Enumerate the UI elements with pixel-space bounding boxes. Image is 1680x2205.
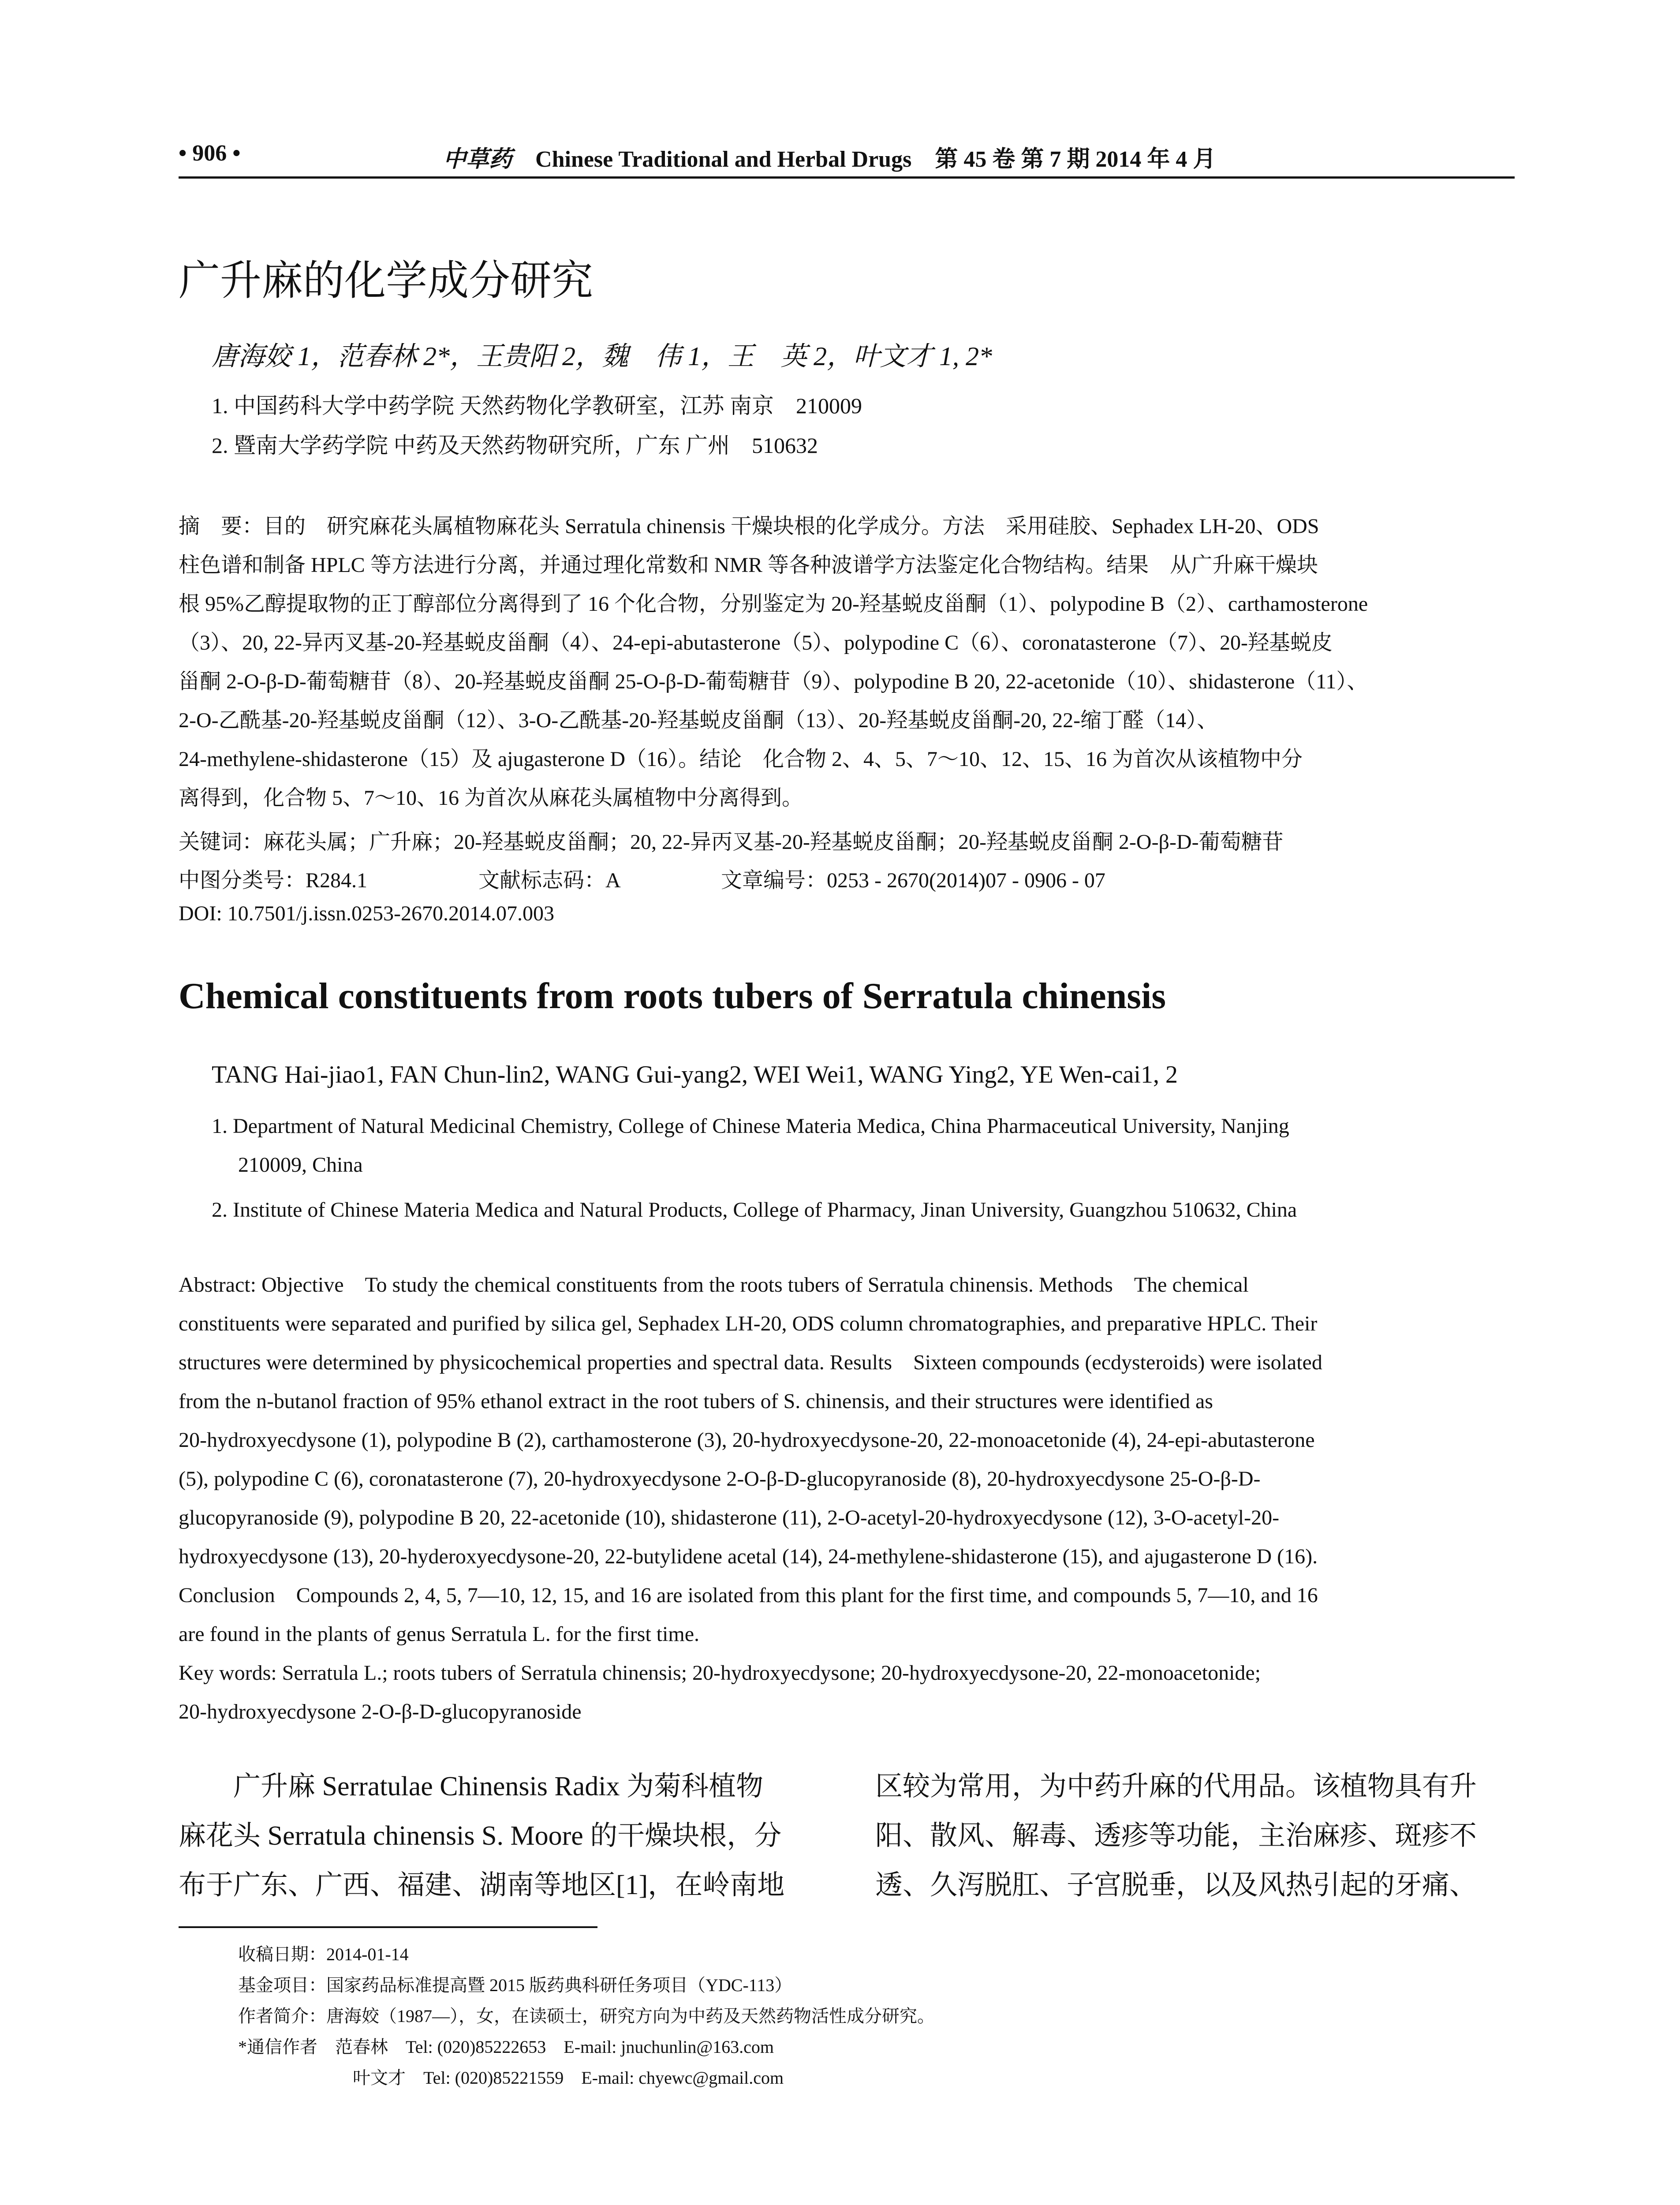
footnote-corresponding-1: *通信作者 范春林 Tel: (020)85222653 E-mail: jnuchunlin@163.com xyxy=(238,2037,774,2057)
abstract-en-line: are found in the plants of genus Serratula L. for the first time. xyxy=(179,1622,699,1646)
affiliation-en-1 xyxy=(212,1107,1515,1185)
affiliation-en-1-line2: 210009, China xyxy=(238,1153,363,1177)
footnote-fund: 基金项目：国家药品标准提高暨 2015 版药典科研任务项目（YDC-113） xyxy=(238,1975,792,1995)
abstract-en-line: from the n-butanol fraction of 95% ethanol extract in the root tubers of S. chinensis, and their structures were identified as xyxy=(179,1390,1213,1413)
body-line: 麻花头 Serratula chinensis S. Moore 的干燥块根，分 xyxy=(179,1821,782,1851)
doi: DOI: 10.7501/j.issn.0253-2670.2014.07.003 xyxy=(179,902,554,925)
title-en: Chemical constituents from roots tubers of Serratula chinensis xyxy=(179,975,1166,1017)
journal-logo: 中草药 xyxy=(443,147,512,172)
body-line: 透、久泻脱肛、子宫脱垂，以及风热引起的牙痛、 xyxy=(875,1870,1477,1900)
abstract-cn-line: 甾酮 2-O-β-D-葡萄糖苷（8）、20-羟基蜕皮甾酮 25-O-β-D-葡萄糖苷（9）、polypodine B 20, 22-acetonide（10）、shidasterone（11）、 xyxy=(179,670,1368,693)
affiliation-en-1-line1: 1. Department of Natural Medicinal Chemistry, College of Chinese Materia Medica, China Pharmaceutical University, Nanjing xyxy=(212,1114,1289,1138)
running-header xyxy=(179,140,1515,171)
journal-info xyxy=(443,140,1216,173)
footnote-author: 作者简介：唐海姣（1987—），女，在读硕士，研究方向为中药及天然药物活性成分研究。 xyxy=(238,2006,935,2026)
body-line: 阳、散风、解毒、透疹等功能，主治麻疹、斑疹不 xyxy=(875,1821,1477,1851)
abstract-cn-line: 柱色谱和制备 HPLC 等方法进行分离，并通过理化常数和 NMR 等各种波谱学方法鉴定化合物结构。结果 从广升麻干燥块 xyxy=(179,553,1318,577)
abstract-en-line: Conclusion Compounds 2, 4, 5, 7—10, 12, 15, and 16 are isolated from this plant for the first time, and compounds 5, 7—10, and 16 xyxy=(179,1584,1318,1607)
abstract-cn-line: 离得到，化合物 5、7～10、16 为首次从麻花头属植物中分离得到。 xyxy=(179,786,803,810)
body-column-left xyxy=(179,1762,818,1910)
abstract-en-line: (5), polypodine C (6), coronatasterone (7), 20-hydroxyecdysone 2-O-β-D-glucopyranoside (8), 20-hydroxyecdysone 25-O-β-D- xyxy=(179,1467,1261,1491)
affiliation-cn-2: 2. 暨南大学药学院 中药及天然药物研究所，广东 广州 510632 xyxy=(212,433,818,458)
classification-cn: 中图分类号：R284.1 xyxy=(179,869,368,892)
footnote-rule xyxy=(179,1926,597,1928)
affiliation-en-2: 2. Institute of Chinese Materia Medica and Natural Products, College of Pharmacy, Jinan University, Guangzhou 510632, China xyxy=(212,1198,1297,1222)
journal-issue: 第 45 卷 第 7 期 2014 年 4 月 xyxy=(935,147,1216,172)
body-column-right xyxy=(875,1762,1515,1910)
abstract-cn-line: 24-methylene-shidasterone（15）及 ajugasterone D（16）。结论 化合物 2、4、5、7～10、12、15、16 为首次从该植物中分 xyxy=(179,747,1303,771)
abstract-en xyxy=(179,1266,1515,1731)
abstract-en-line: glucopyranoside (9), polypodine B 20, 22-acetonide (10), shidasterone (11), 2-O-acetyl-20-hydroxyecdysone (12), 3-O-acetyl-20- xyxy=(179,1506,1280,1529)
keywords-cn: 关键词：麻花头属；广升麻；20-羟基蜕皮甾酮；20, 22-异丙叉基-20-羟基蜕皮甾酮；20-羟基蜕皮甾酮 2-O-β-D-葡萄糖苷 xyxy=(179,830,1284,854)
abstract-en-line: constituents were separated and purified by silica gel, Sephadex LH-20, ODS column chromatographies, and preparative HPLC. Their xyxy=(179,1312,1318,1335)
body-line: 广升麻 Serratulae Chinensis Radix 为菊科植物 xyxy=(179,1771,763,1801)
header-rule xyxy=(179,176,1515,179)
article-number-cn: 文章编号：0253 - 2670(2014)07 - 0906 - 07 xyxy=(721,869,1105,892)
abstract-cn-line: 2-O-乙酰基-20-羟基蜕皮甾酮（12）、3-O-乙酰基-20-羟基蜕皮甾酮（13）、20-羟基蜕皮甾酮-20, 22-缩丁醛（14）、 xyxy=(179,709,1218,732)
page-number: • 906 • xyxy=(179,141,241,166)
keywords-en-line1: Key words: Serratula L.; roots tubers of Serratula chinensis; 20-hydroxyecdysone; 20-hydroxyecdysone-20, 22-monoacetonide; xyxy=(179,1661,1261,1685)
abstract-cn-line: （3）、20, 22-异丙叉基-20-羟基蜕皮甾酮（4）、24-epi-abutasterone（5）、polypodine C（6）、coronatasterone（7）、20-羟基蜕皮 xyxy=(179,631,1333,654)
keywords-en-line2: 20-hydroxyecdysone 2-O-β-D-glucopyranoside xyxy=(179,1700,582,1723)
abstract-en-line: 20-hydroxyecdysone (1), polypodine B (2), carthamosterone (3), 20-hydroxyecdysone-20, 22-monoacetonide (4), 24-epi-abutasterone xyxy=(179,1428,1315,1452)
footnote-received: 收稿日期：2014-01-14 xyxy=(238,1944,409,1964)
authors-cn: 唐海姣 1，范春林 2*，王贵阳 2，魏 伟 1，王 英 2，叶文才 1, 2* xyxy=(212,342,992,371)
footnote-corresponding-2: 叶文才 Tel: (020)85221559 E-mail: chyewc@gmail.com xyxy=(353,2068,784,2088)
abstract-cn-line: 根 95%乙醇提取物的正丁醇部位分离得到了 16 个化合物，分别鉴定为 20-羟基蜕皮甾酮（1）、polypodine B（2）、carthamosterone xyxy=(179,592,1368,616)
abstract-cn xyxy=(179,507,1515,818)
body-line: 区较为常用，为中药升麻的代用品。该植物具有升 xyxy=(875,1771,1477,1801)
abstract-cn-line: 摘 要：目的 研究麻花头属植物麻花头 Serratula chinensis 干燥块根的化学成分。方法 采用硅胶、Sephadex LH-20、ODS xyxy=(179,515,1319,538)
journal-name: Chinese Traditional and Herbal Drugs xyxy=(535,147,912,172)
abstract-en-line: Abstract: Objective To study the chemical constituents from the roots tubers of Serratula chinensis. Methods The chemical xyxy=(179,1273,1249,1297)
authors-en: TANG Hai-jiao1, FAN Chun-lin2, WANG Gui-yang2, WEI Wei1, WANG Ying2, YE Wen-cai1, 2 xyxy=(212,1061,1178,1088)
affiliation-cn-1: 1. 中国药科大学中药学院 天然药物化学教研室，江苏 南京 210009 xyxy=(212,393,862,418)
body-line: 布于广东、广西、福建、湖南等地区[1]，在岭南地 xyxy=(179,1870,785,1900)
abstract-en-line: hydroxyecdysone (13), 20-hyderoxyecdysone-20, 22-butylidene acetal (14), 24-methylene-shidasterone (15), and ajugasterone D (16). xyxy=(179,1545,1318,1568)
doc-code-cn: 文献标志码：A xyxy=(478,869,621,892)
abstract-en-line: structures were determined by physicochemical properties and spectral data. Results Sixteen compounds (ecdysteroids) were isolated xyxy=(179,1351,1322,1374)
title-cn: 广升麻的化学成分研究 xyxy=(179,257,594,305)
